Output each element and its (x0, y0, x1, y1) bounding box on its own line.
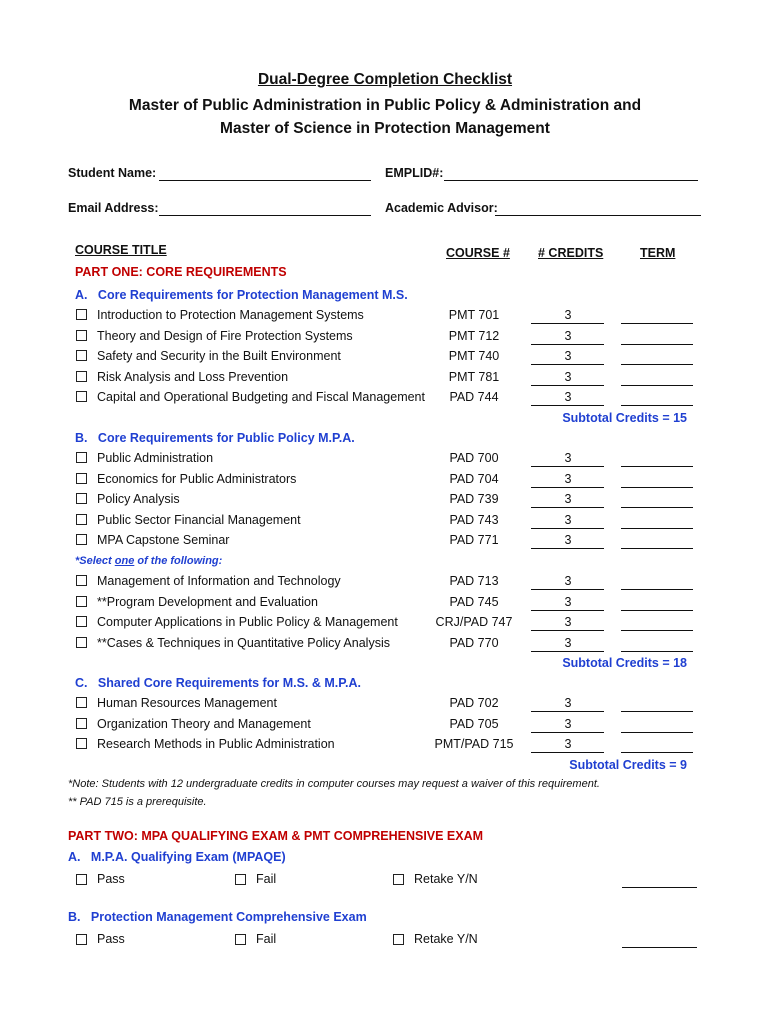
part-one-heading: PART ONE: CORE REQUIREMENTS (75, 265, 287, 279)
course-code: PAD 770 (449, 635, 499, 650)
student-name-label: Student Name: (68, 166, 157, 180)
emplid-field[interactable] (444, 180, 698, 181)
course-name: Research Methods in Public Administration (97, 737, 335, 752)
course-code: PAD 744 (449, 390, 499, 405)
credits-line (531, 466, 604, 467)
pmt-retake-option[interactable]: Retake Y/N (393, 932, 513, 952)
term-field[interactable] (621, 364, 693, 365)
section-a-subtotal: Subtotal Credits = 15 (562, 411, 687, 425)
course-credits: 3 (564, 737, 572, 752)
course-credits: 3 (564, 533, 572, 548)
course-row (0, 574, 770, 594)
course-code: PMT/PAD 715 (434, 737, 514, 752)
mpaqe-heading: A. M.P.A. Qualifying Exam (MPAQE) (68, 850, 286, 864)
col-credits: # CREDITS (538, 246, 604, 260)
course-credits: 3 (564, 328, 572, 343)
advisor-label: Academic Advisor: (385, 201, 498, 215)
course-name: **Cases & Techniques in Quantitative Policy Analysis (97, 635, 390, 650)
col-course-title: COURSE TITLE (75, 243, 167, 257)
checkbox-icon[interactable] (76, 718, 87, 729)
course-credits: 3 (564, 492, 572, 507)
credits-line (531, 732, 604, 733)
course-row (0, 533, 770, 553)
checkbox-icon[interactable] (76, 452, 87, 463)
checkbox-icon[interactable] (235, 874, 246, 885)
section-c-subtotal: Subtotal Credits = 9 (569, 758, 687, 772)
checkbox-icon[interactable] (76, 534, 87, 545)
course-row (0, 370, 770, 390)
term-field[interactable] (621, 752, 693, 753)
credits-line (531, 711, 604, 712)
course-row (0, 329, 770, 349)
course-row (0, 717, 770, 737)
course-row (0, 696, 770, 716)
course-name: Public Sector Financial Management (97, 512, 301, 527)
course-code: PAD 771 (449, 533, 499, 548)
course-code: PAD 743 (449, 512, 499, 527)
term-field[interactable] (621, 344, 693, 345)
checkbox-icon[interactable] (76, 575, 87, 586)
pmt-term-field[interactable] (622, 947, 697, 948)
course-credits: 3 (564, 716, 572, 731)
course-code: PMT 781 (448, 369, 500, 384)
course-row (0, 472, 770, 492)
term-field[interactable] (621, 610, 693, 611)
course-code: PAD 704 (449, 471, 499, 486)
checkbox-icon[interactable] (76, 738, 87, 749)
term-field[interactable] (621, 651, 693, 652)
course-name: Safety and Security in the Built Environment (97, 349, 341, 364)
section-c-heading: C. Shared Core Requirements for M.S. & M.P.A. (75, 676, 361, 690)
checkbox-icon[interactable] (76, 637, 87, 648)
term-field[interactable] (621, 732, 693, 733)
document-title: Dual-Degree Completion Checklist (257, 71, 513, 88)
credits-line (531, 589, 604, 590)
checkbox-icon[interactable] (76, 309, 87, 320)
degree-title-2: Master of Science in Protection Management (220, 120, 550, 137)
degree-title-1: Master of Public Administration in Public Policy & Administration and (128, 97, 642, 114)
credits-line (531, 323, 604, 324)
section-b-subtotal: Subtotal Credits = 18 (562, 656, 687, 670)
checkbox-icon[interactable] (76, 616, 87, 627)
checkbox-icon[interactable] (76, 473, 87, 484)
course-code: CRJ/PAD 747 (435, 615, 513, 630)
checkbox-icon[interactable] (76, 874, 87, 885)
term-field[interactable] (621, 405, 693, 406)
prerequisite-note: ** PAD 715 is a prerequisite. (68, 796, 207, 808)
checkbox-icon[interactable] (76, 330, 87, 341)
checkbox-icon[interactable] (76, 934, 87, 945)
checkbox-icon[interactable] (76, 391, 87, 402)
course-credits: 3 (564, 615, 572, 630)
course-code: PAD 700 (449, 451, 499, 465)
course-row (0, 308, 770, 328)
checkbox-icon[interactable] (76, 596, 87, 607)
course-credits: 3 (564, 594, 572, 609)
course-name: Organization Theory and Management (97, 716, 311, 731)
course-code: PMT 740 (448, 349, 500, 364)
course-name: Capital and Operational Budgeting and Fiscal Management (97, 390, 425, 405)
course-code: PAD 705 (449, 716, 499, 731)
course-code: PAD 713 (449, 574, 499, 588)
course-credits: 3 (564, 635, 572, 650)
course-name: Human Resources Management (97, 696, 277, 710)
credits-line (531, 630, 604, 631)
part-two-heading: PART TWO: MPA QUALIFYING EXAM & PMT COMPREHENSIVE EXAM (68, 829, 484, 843)
course-row (0, 615, 770, 635)
term-field[interactable] (621, 466, 693, 467)
email-label: Email Address: (68, 201, 159, 215)
course-name: Risk Analysis and Loss Prevention (97, 369, 289, 384)
credits-line (531, 651, 604, 652)
checkbox-icon[interactable] (76, 371, 87, 382)
course-credits: 3 (564, 471, 572, 486)
course-name: Public Administration (97, 451, 214, 465)
course-row (0, 390, 770, 410)
term-field[interactable] (621, 711, 693, 712)
course-name: **Program Development and Evaluation (97, 594, 318, 609)
checkbox-icon[interactable] (76, 697, 87, 708)
checkbox-icon[interactable] (76, 493, 87, 504)
course-code: PAD 745 (449, 594, 499, 609)
credits-line (531, 364, 604, 365)
credits-line (531, 507, 604, 508)
checkbox-icon[interactable] (76, 350, 87, 361)
course-row (0, 451, 770, 471)
course-code: PMT 701 (448, 308, 500, 322)
course-code: PAD 702 (449, 696, 499, 710)
term-field[interactable] (621, 507, 693, 508)
course-credits: 3 (564, 451, 572, 465)
course-code: PMT 712 (448, 328, 500, 343)
term-field[interactable] (621, 323, 693, 324)
credits-line (531, 528, 604, 529)
checkbox-icon[interactable] (393, 934, 404, 945)
credits-line (531, 344, 604, 345)
course-row (0, 636, 770, 656)
term-field[interactable] (621, 548, 693, 549)
course-row (0, 349, 770, 369)
mpaqe-term-field[interactable] (622, 887, 697, 888)
email-field[interactable] (159, 215, 371, 216)
course-code: PAD 739 (449, 492, 499, 507)
course-name: Theory and Design of Fire Protection Systems (97, 328, 353, 343)
course-name: Computer Applications in Public Policy & Management (97, 615, 398, 630)
credits-line (531, 487, 604, 488)
credits-line (531, 610, 604, 611)
term-field[interactable] (621, 630, 693, 631)
course-row (0, 492, 770, 512)
select-one-instruction: *Select one of the following: (75, 555, 223, 567)
checkbox-icon[interactable] (76, 514, 87, 525)
course-credits: 3 (564, 308, 572, 322)
course-name: MPA Capstone Seminar (97, 533, 230, 548)
credits-line (531, 752, 604, 753)
course-credits: 3 (564, 390, 572, 405)
col-course-number: COURSE # (446, 246, 510, 260)
pmt-exam-heading: B. Protection Management Comprehensive Exam (68, 910, 367, 924)
course-credits: 3 (564, 369, 572, 384)
course-credits: 3 (564, 349, 572, 364)
emplid-label: EMPLID#: (385, 166, 444, 180)
credits-line (531, 385, 604, 386)
waiver-note: *Note: Students with 12 undergraduate credits in computer courses may request a waiver of this requirement. (68, 778, 600, 790)
col-term: TERM (640, 246, 676, 260)
course-name: Management of Information and Technology (97, 574, 341, 588)
term-field[interactable] (621, 589, 693, 590)
course-credits: 3 (564, 574, 572, 588)
term-field[interactable] (621, 487, 693, 488)
term-field[interactable] (621, 385, 693, 386)
advisor-field[interactable] (495, 215, 701, 216)
checkbox-icon[interactable] (393, 874, 404, 885)
student-name-field[interactable] (159, 180, 371, 181)
credits-line (531, 405, 604, 406)
course-credits: 3 (564, 512, 572, 527)
section-b-heading: B. Core Requirements for Public Policy M.P.A. (75, 431, 355, 445)
course-name: Economics for Public Administrators (97, 471, 297, 486)
checkbox-icon[interactable] (235, 934, 246, 945)
course-name: Introduction to Protection Management Systems (97, 308, 364, 322)
mpaqe-retake-option[interactable]: Retake Y/N (393, 872, 513, 892)
course-name: Policy Analysis (97, 492, 180, 507)
credits-line (531, 548, 604, 549)
term-field[interactable] (621, 528, 693, 529)
course-row (0, 513, 770, 533)
section-a-heading: A. Core Requirements for Protection Management M.S. (75, 288, 408, 302)
course-row (0, 737, 770, 757)
course-row (0, 595, 770, 615)
course-credits: 3 (564, 696, 572, 710)
